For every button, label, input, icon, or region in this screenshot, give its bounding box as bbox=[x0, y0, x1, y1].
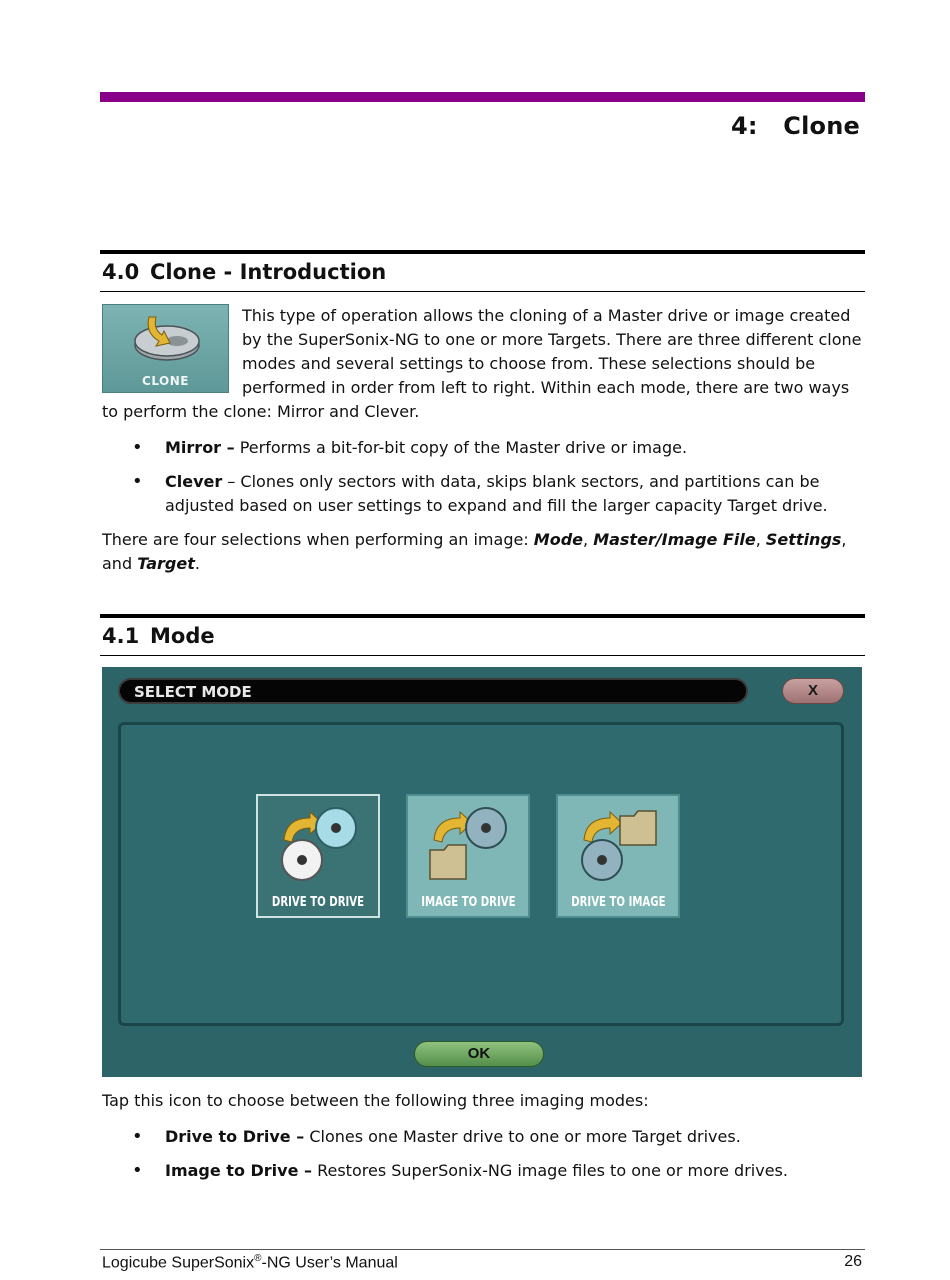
list-item bbox=[102, 1125, 867, 1149]
clone-icon-label: CLONE bbox=[142, 374, 189, 388]
footer-rule bbox=[100, 1249, 865, 1250]
section-rule-top bbox=[100, 250, 865, 254]
chapter-color-bar bbox=[100, 92, 865, 102]
drive-to-drive-icon bbox=[274, 806, 366, 886]
bullet-term: Clever bbox=[165, 472, 223, 491]
selections-paragraph: There are four selections when performing an image: Mode, Master/Image File, Settings, and Target. bbox=[102, 530, 847, 573]
imaging-mode-list bbox=[102, 1125, 867, 1183]
chapter-title: 4: Clone bbox=[730, 112, 860, 140]
term-target: Target bbox=[137, 554, 195, 573]
registered-mark: ® bbox=[254, 1253, 262, 1264]
dialog-titlebar bbox=[118, 678, 748, 704]
list-item bbox=[102, 1159, 867, 1183]
drive-to-image-icon bbox=[574, 806, 666, 886]
mode-intro: Tap this icon to choose between the following three imaging modes: bbox=[102, 1091, 649, 1110]
section-rule-bottom bbox=[100, 291, 865, 292]
clone-icon bbox=[102, 304, 229, 393]
section-heading-mode bbox=[102, 624, 215, 648]
bullet-text: – Clones only sectors with data, skips blank sectors, and partitions can be adjusted based on user settings to expand and fill the larger capacity Target drive. bbox=[165, 472, 828, 515]
mode-image-to-drive-button[interactable] bbox=[406, 794, 530, 918]
select-mode-dialog bbox=[102, 667, 862, 1077]
mode-drive-to-drive-button[interactable] bbox=[256, 794, 380, 918]
section-number: 4.1 bbox=[102, 624, 140, 648]
bullet-term: Image to Drive – bbox=[165, 1161, 313, 1180]
image-to-drive-icon bbox=[424, 806, 516, 886]
term-settings: Settings bbox=[765, 530, 842, 549]
bullet-text: Clones one Master drive to one or more Target drives. bbox=[304, 1127, 741, 1146]
section-title: Mode bbox=[150, 624, 215, 648]
page-number: 26 bbox=[844, 1253, 862, 1270]
section-rule-bottom bbox=[100, 655, 865, 656]
section-rule-top bbox=[100, 614, 865, 618]
list-item bbox=[102, 470, 867, 518]
dialog-title: SELECT MODE bbox=[134, 683, 252, 701]
section-heading-intro bbox=[102, 260, 386, 284]
close-button[interactable]: X bbox=[782, 678, 844, 704]
bullet-term: Drive to Drive – bbox=[165, 1127, 305, 1146]
list-item bbox=[102, 436, 867, 460]
mode-text-block bbox=[102, 1089, 867, 1193]
bullet-text: Restores SuperSonix-NG image files to one or more drives. bbox=[312, 1161, 788, 1180]
bullet-term: Mirror – bbox=[165, 438, 235, 457]
mode-drive-to-image-button[interactable] bbox=[556, 794, 680, 918]
intro-paragraph: This type of operation allows the cloning of a Master drive or image created by the SuperSonix-NG to one or more Targets. There are three different clone modes and several settings to choose from. These selections should be performed in order from left to right. Within each mode, there are two ways to perform the clone: Mirror and Clever. bbox=[102, 306, 862, 421]
bullet-text: Performs a bit-for-bit copy of the Master drive or image. bbox=[234, 438, 688, 457]
mode-label: DRIVE TO IMAGE bbox=[571, 895, 666, 910]
section-title: Clone - Introduction bbox=[150, 260, 387, 284]
section-number: 4.0 bbox=[102, 260, 140, 284]
term-master: Master/Image File bbox=[593, 530, 756, 549]
term-mode: Mode bbox=[533, 530, 584, 549]
mode-label: DRIVE TO DRIVE bbox=[271, 895, 365, 910]
ok-button[interactable]: OK bbox=[414, 1041, 544, 1067]
mode-label: IMAGE TO DRIVE bbox=[421, 895, 516, 910]
footer-manual-title: Logicube SuperSonix®-NG User’s Manual bbox=[102, 1253, 398, 1272]
clone-method-list bbox=[102, 436, 867, 518]
